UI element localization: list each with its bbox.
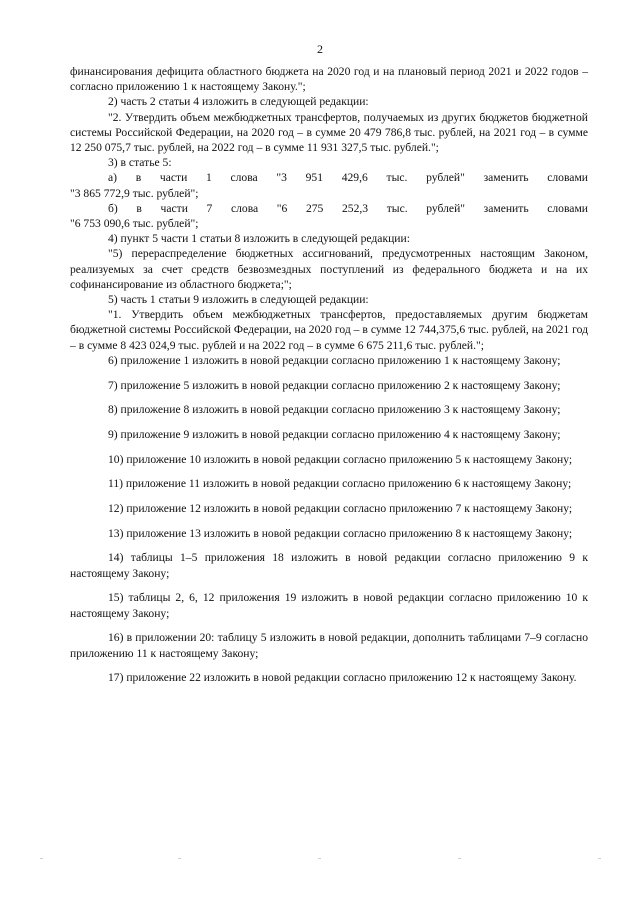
paragraph-20: 13) приложение 13 изложить в новой редакции согласно приложению 8 к настоящему Закону; [108, 526, 573, 540]
paragraph-12: "1. Утвердить объем межбюджетных трансфертов, предоставляемых другим бюджетам бюджетной системы Российской Федерации, на 2020 год – в сумме 12 744,375,6 тыс. рублей, на 2021 год – в сумме 8 423 024,9 тыс. рублей и на 2022 год – в сумме 6 675 211,6 тыс. рублей."; [70, 308, 588, 352]
document-body [70, 64, 588, 685]
paragraph-23: 16) в приложении 20: таблицу 5 изложить в новой редакции, дополнить таблицами 7–9 согласно приложению 11 к настоящему Закону; [70, 631, 588, 660]
paragraph-14: 7) приложение 5 изложить в новой редакции согласно приложению 2 к настоящему Закону; [108, 378, 561, 392]
paragraph-17: 10) приложение 10 изложить в новой редакции согласно приложению 5 к настоящему Закону; [108, 452, 573, 466]
paragraph-8: "6 753 090,6 тыс. рублей"; [70, 217, 199, 231]
scan-mark [598, 858, 601, 859]
paragraph-7: б) в части 7 слова "6 275 252,3 тыс. рублей" заменить словами [108, 201, 588, 215]
paragraph-5: а) в части 1 слова "3 951 429,6 тыс. рублей" заменить словами [108, 171, 588, 185]
paragraph-1: финансирования дефицита областного бюджета на 2020 год и на плановый период 2021 и 2022 годов – согласно приложению 1 к настоящему Закону."; [70, 65, 588, 94]
paragraph-13: 6) приложение 1 изложить в новой редакции согласно приложению 1 к настоящему Закону; [108, 353, 561, 367]
paragraph-16: 9) приложение 9 изложить в новой редакции согласно приложению 4 к настоящему Закону; [108, 427, 561, 441]
scan-mark [318, 858, 321, 859]
paragraph-15: 8) приложение 8 изложить в новой редакции согласно приложению 3 к настоящему Закону; [108, 403, 561, 417]
paragraph-22: 15) таблицы 2, 6, 12 приложения 19 изложить в новой редакции согласно приложению 10 к настоящему Закону; [70, 591, 588, 620]
paragraph-2: 2) часть 2 статьи 4 изложить в следующей редакции: [108, 95, 369, 109]
paragraph-19: 12) приложение 12 изложить в новой редакции согласно приложению 7 к настоящему Закону; [108, 502, 573, 516]
paragraph-21: 14) таблицы 1–5 приложения 18 изложить в новой редакции согласно приложению 9 к настоящему Закону; [70, 551, 588, 580]
scan-mark [40, 858, 43, 859]
scan-mark [178, 858, 181, 859]
paragraph-11: 5) часть 1 статьи 9 изложить в следующей редакции: [108, 293, 369, 307]
scan-mark [458, 858, 461, 859]
page-number: 2 [317, 42, 323, 56]
paragraph-10: "5) перераспределение бюджетных ассигнований, предусмотренных настоящим Законом, реализуемых за счет средств безвозмездных поступлений из федерального бюджета и на их софинансирование из областного бюджета;"; [70, 247, 588, 291]
paragraph-9: 4) пункт 5 части 1 статьи 8 изложить в следующей редакции: [108, 232, 410, 246]
paragraph-6: "3 865 772,9 тыс. рублей"; [70, 186, 199, 200]
paragraph-3: "2. Утвердить объем межбюджетных трансфертов, получаемых из других бюджетов бюджетной системы Российской Федерации, на 2020 год – в сумме 20 479 786,8 тыс. рублей, на 2021 год – в сумме 12 250 075,7 тыс. рублей, на 2022 год – в сумме 11 931 327,5 тыс. рублей."; [70, 110, 588, 155]
paragraph-18: 11) приложение 11 изложить в новой редакции согласно приложению 6 к настоящему Закону; [108, 477, 572, 491]
paragraph-4: 3) в статье 5: [108, 156, 172, 170]
paragraph-24: 17) приложение 22 изложить в новой редакции согласно приложению 12 к настоящему Закону. [108, 671, 577, 685]
